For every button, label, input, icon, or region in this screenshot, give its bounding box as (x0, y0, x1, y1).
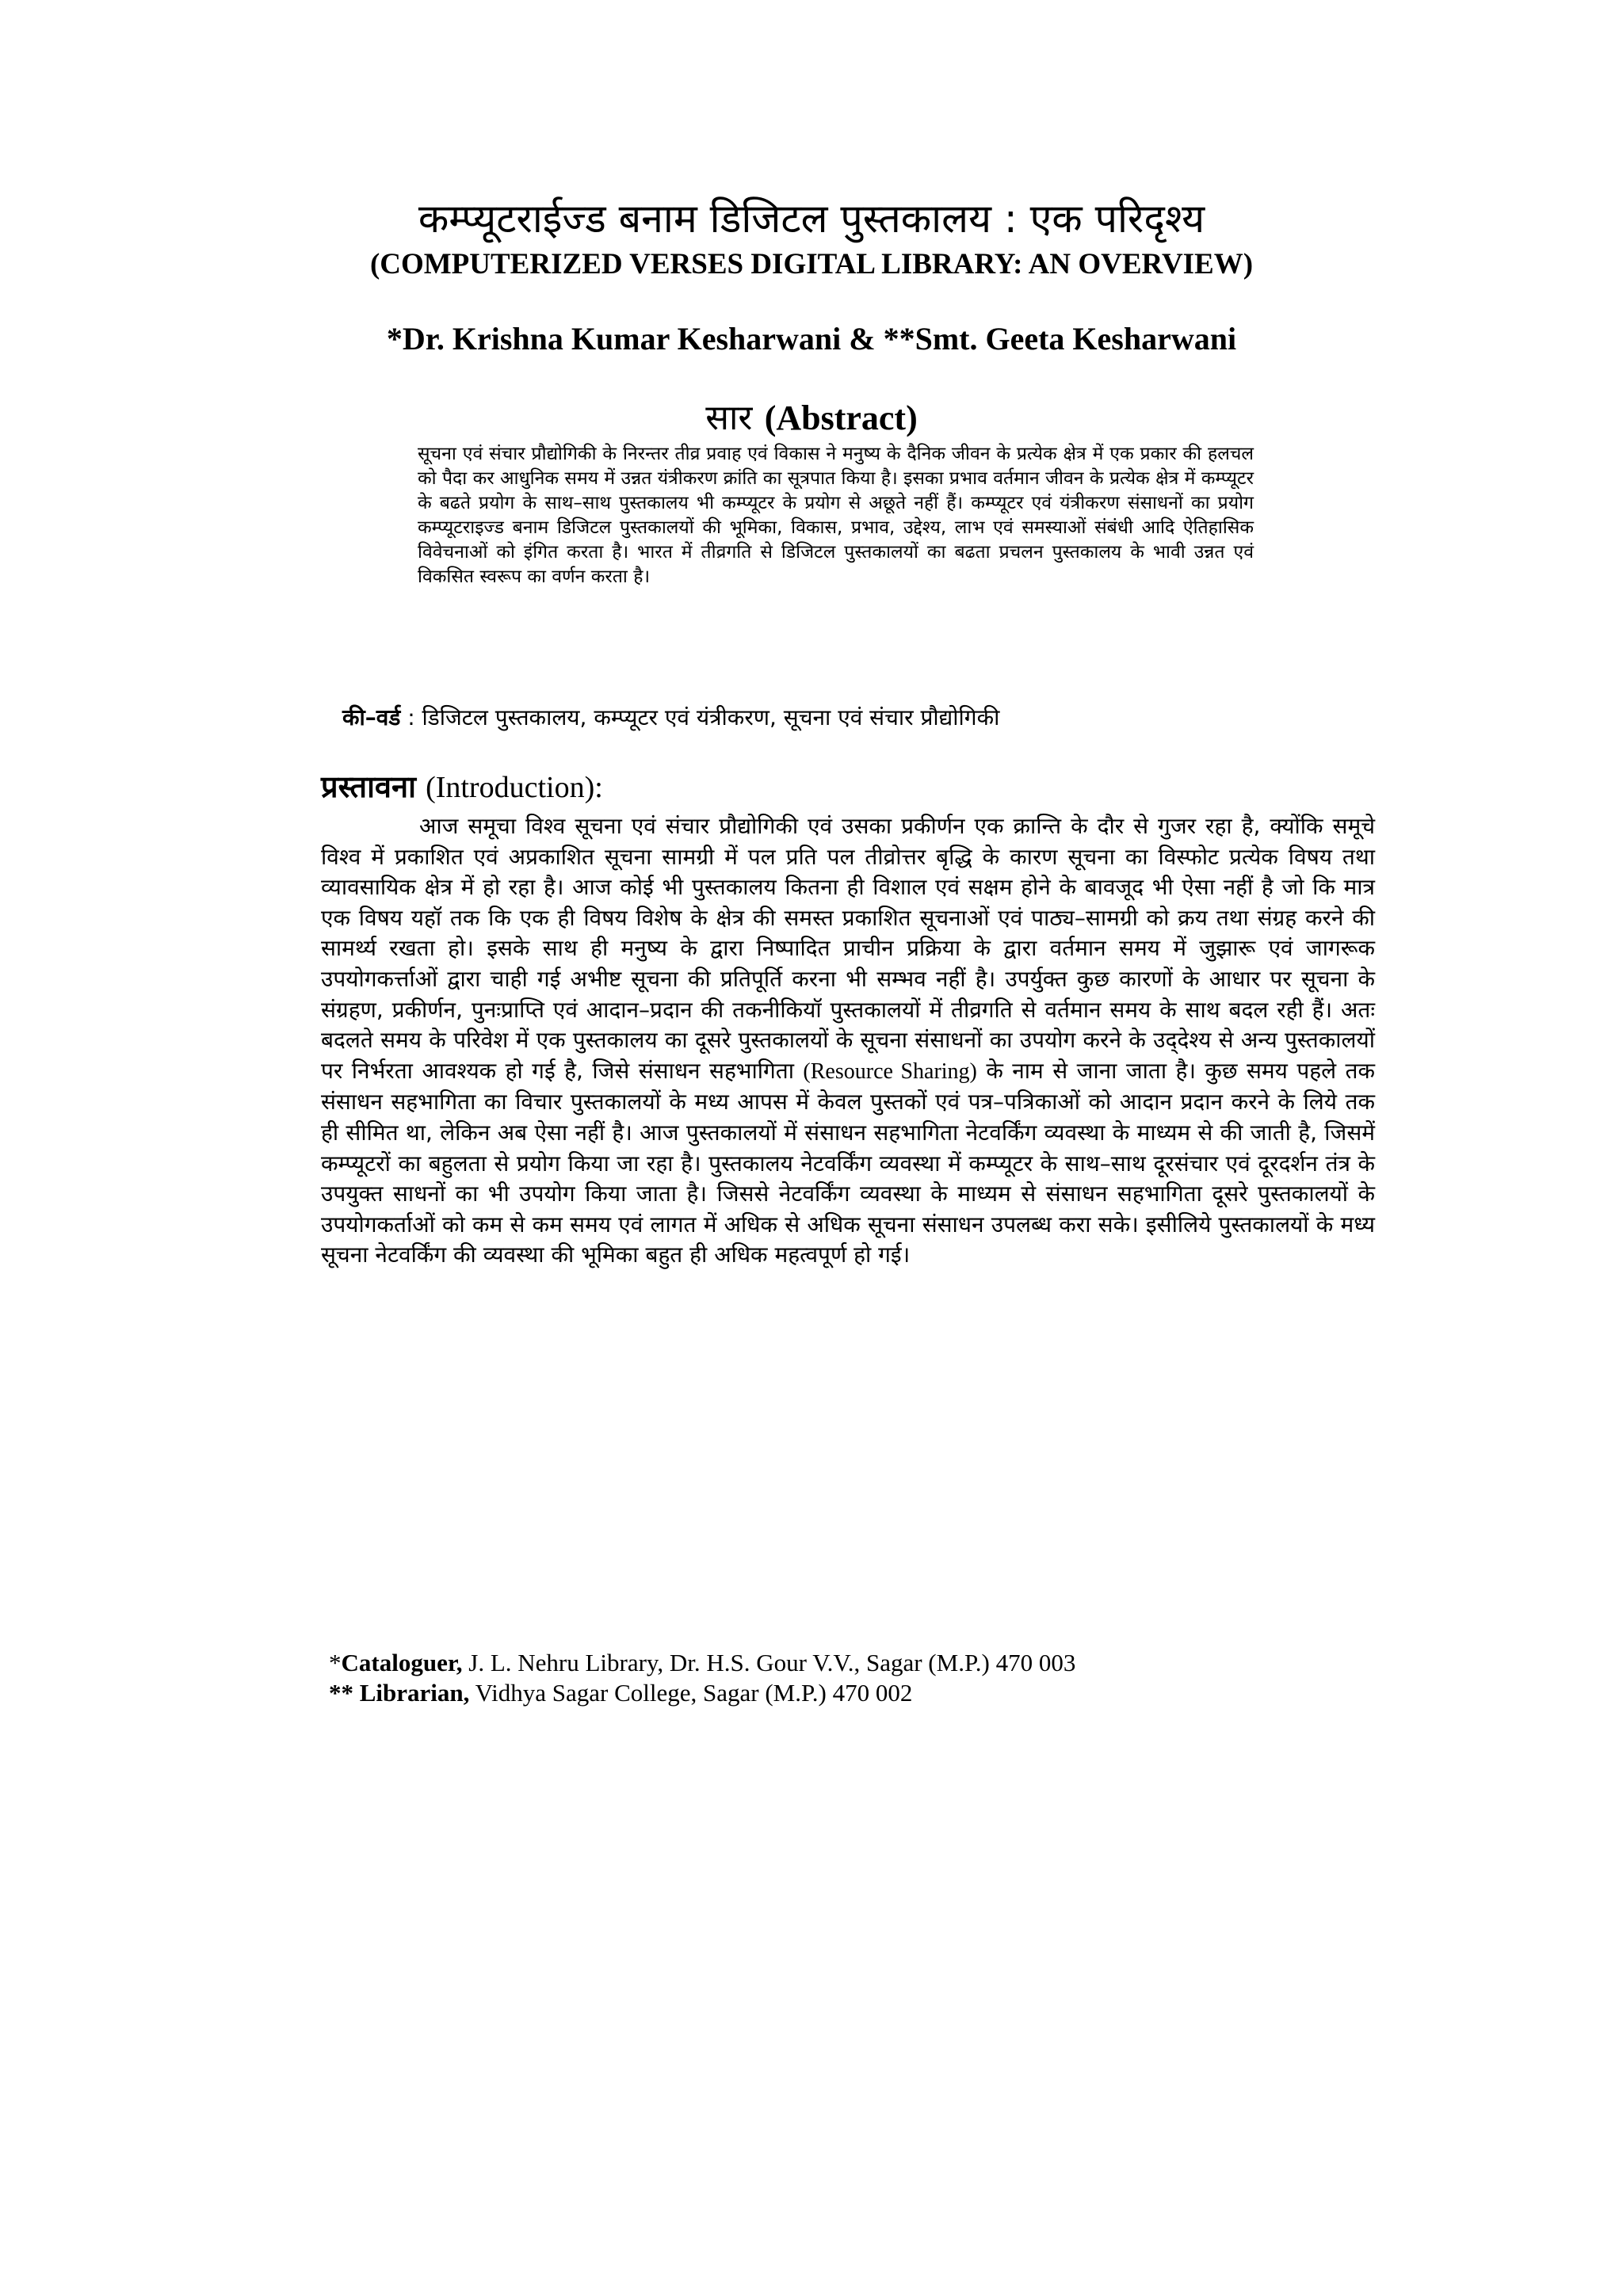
introduction-english-term: (Resource Sharing) (803, 1058, 977, 1084)
keywords-line (342, 702, 1373, 734)
introduction-body (321, 811, 1375, 1271)
title-english: (COMPUTERIZED VERSES DIGITAL LIBRARY: AN OVERVIEW) (369, 248, 1254, 280)
footnote-librarian (329, 1678, 1438, 1708)
footnote-marker: * (329, 1649, 342, 1676)
footnote-text: J. L. Nehru Library, Dr. H.S. Gour V.V., Sagar (M.P.) 470 003 (462, 1649, 1076, 1676)
introduction-heading-english: (Introduction): (426, 771, 603, 804)
abstract-heading (0, 396, 1623, 441)
keywords-text: डिजिटल पुस्तकालय, कम्प्यूटर एवं यंत्रीकरण, सूचना एवं संचार प्रौद्योगिकी (422, 704, 1000, 730)
authors-line: *Dr. Krishna Kumar Kesharwani & **Smt. Geeta Kesharwani (386, 321, 1237, 357)
footnote-text: Vidhya Sagar College, Sagar (M.P.) 470 002 (469, 1679, 913, 1707)
footnote-role: Cataloguer, (341, 1649, 463, 1676)
footnote-role: Librarian, (359, 1679, 470, 1707)
footnote-marker: ** (329, 1679, 360, 1707)
footnotes (329, 1648, 1438, 1708)
introduction-heading (321, 767, 603, 807)
abstract-heading-hindi: सार (705, 398, 753, 438)
introduction-body-part2: के नाम से जाना जाता है। कुछ समय पहले तक संसाधन सहभागिता का विचार पुस्तकालयों के मध्य आपस में केवल पुस्तकों एवं पत्र–पत्रिकाओं को आदान प्रदान करने के लिये तक ही सीमित था, लेकिन अब ऐसा नहीं है। आज पुस्तकालयों में संसाधन सहभागिता नेटवर्किंग व्यवस्था के माध्यम से की जाती है, जिसमें कम्प्यूटरों का बहुलता से प्रयोग किया जा रहा है। पुस्तकालय नेटवर्किंग व्यवस्था में कम्प्यूटर के साथ–साथ दूरसंचार एवं दूरदर्शन तंत्र के उपयुक्त साधनों का भी उपयोग किया जाता है। जिससे नेटवर्किंग व्यवस्था के माध्यम से संसाधन सहभागिता दूसरे पुस्तकालयों के उपयोगकर्ताओं को कम से कम समय एवं लागत में अधिक से अधिक सूचना संसाधन उपलब्ध करा सके। इसीलिये पुस्तकालयों के मध्य सूचना नेटवर्किंग की व्यवस्था की भूमिका बहुत ही अधिक महत्वपूर्ण हो गई। (321, 1057, 1375, 1268)
keywords-label: की–वर्ड (342, 704, 401, 730)
keywords-separator: : (400, 704, 422, 730)
abstract-body: सूचना एवं संचार प्रौद्योगिकी के निरन्तर तीव्र प्रवाह एवं विकास ने मनुष्य के दैनिक जीवन के प्रत्येक क्षेत्र में एक प्रकार की हलचल को पैदा कर आधुनिक समय में उन्नत यंत्रीकरण क्रांति का सूत्रपात किया है। इसका प्रभाव वर्तमान जीवन के प्रत्येक क्षेत्र में कम्प्यूटर के बढते प्रयोग के साथ–साथ पुस्तकालय भी कम्प्यूटर के प्रयोग से अछूते नहीं हैं। कम्प्यूटर एवं यंत्रीकरण संसाधनों का प्रयोग कम्प्यूटराइज्ड बनाम डिजिटल पुस्तकालयों की भूमिका, विकास, प्रभाव, उद्देश्य, लाभ एवं समस्याओं संबंधी आदि ऐतिहासिक विवेचनाओं को इंगित करता है। भारत में तीव्रगति से डिजिटल पुस्तकालयों का बढता प्रचलन पुस्तकालय के भावी उन्नत एवं विकसित स्वरूप का वर्णन करता है। (418, 444, 1254, 587)
title-hindi: कम्प्यूटराईज्ड बनाम डिजिटल पुस्तकालय : एक परिदृश्य (418, 196, 1205, 242)
introduction-body-part1: आज समूचा विश्व सूचना एवं संचार प्रौद्योगिकी एवं उसका प्रकीर्णन एक क्रान्ति के दौर से गुजर रहा है, क्योंकि समूचे विश्व में प्रकाशित एवं अप्रकाशित सूचना सामग्री में पल प्रति पल तीव्रोत्तर बृद्धि के कारण सूचना का विस्फोट प्रत्येक विषय तथा व्यावसायिक क्षेत्र में हो रहा है। आज कोई भी पुस्तकालय कितना ही विशाल एवं सक्षम होने के बावजूद भी ऐसा नहीं है जो कि मात्र एक विषय यहॉ तक कि एक ही विषय विशेष के क्षेत्र की समस्त प्रकाशित सूचनाओं एवं पाठ्य–सामग्री को क्रय तथा संग्रह करने की सामर्थ्य रखता हो। इसके साथ ही मनुष्य के द्वारा निष्पादित प्राचीन प्रक्रिया के द्वारा वर्तमान समय में जुझारू एवं जागरूक उपयोगकर्त्ताओं द्वारा चाही गई अभीष्ट सूचना की प्रतिपूर्ति करना भी सम्भव नहीं है। उपर्युक्त कुछ कारणों के आधार पर सूचना के संग्रहण, प्रकीर्णन, पुनःप्राप्ति एवं आदान–प्रदान की तकनीकियॉ पुस्तकालयों में तीव्रगति से वर्तमान समय के साथ बदल रही हैं। अतः बदलते समय के परिवेश में एक पुस्तकालय का दूसरे पुस्तकालयों के सूचना संसाधनों का उपयोग करने के उद्‌देश्य से अन्य पुस्तकालयों पर निर्भरता आवश्यक हो गई है, जिसे संसाधन सहभागिता (321, 813, 1375, 1084)
footnote-cataloguer (329, 1648, 1438, 1678)
abstract-heading-english: (Abstract) (764, 399, 918, 437)
introduction-heading-hindi: प्रस्तावना (321, 769, 416, 804)
